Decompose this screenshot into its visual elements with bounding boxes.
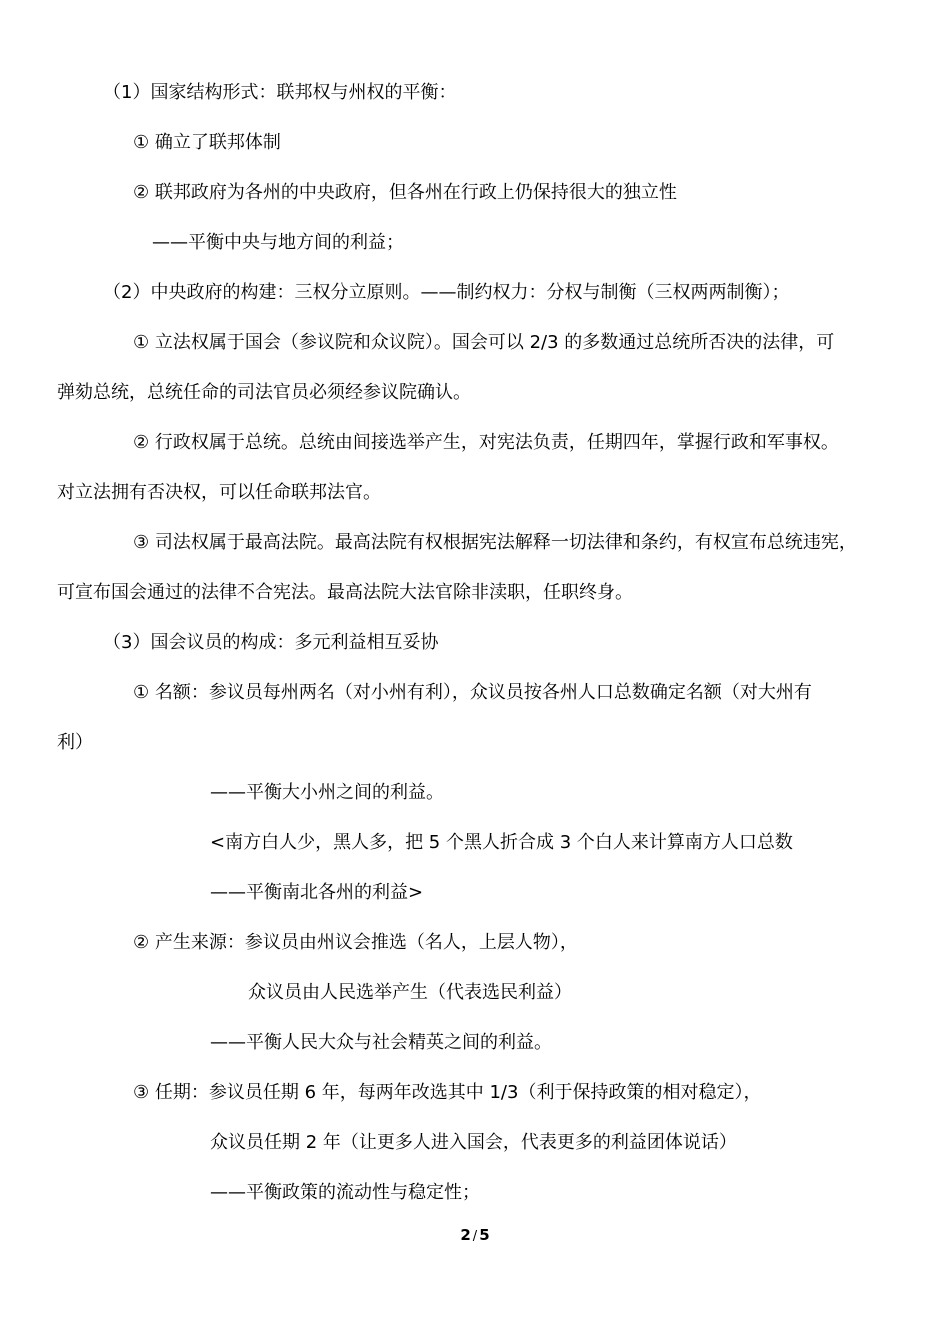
paragraph: <南方白人少，黑人多，把 5 个黑人折合成 3 个白人来计算南方人口总数	[210, 832, 793, 853]
page-total: 5	[479, 1226, 490, 1244]
paragraph: ——平衡政策的流动性与稳定性；	[210, 1182, 480, 1203]
paragraph: ② 联邦政府为各州的中央政府，但各州在行政上仍保持很大的独立性	[133, 182, 677, 203]
page-number	[0, 1224, 950, 1248]
heading-3: （3）国会议员的构成：多元利益相互妥协	[103, 632, 439, 653]
paragraph: 众议员由人民选举产生（代表选民利益）	[248, 982, 572, 1003]
paragraph: ① 名额：参议员每州两名（对小州有利），众议员按各州人口总数确定名额（对大州有	[133, 682, 812, 703]
paragraph: 弹劾总统，总统任命的司法官员必须经参议院确认。	[57, 382, 471, 403]
paragraph: ——平衡人民大众与社会精英之间的利益。	[210, 1032, 552, 1053]
paragraph: 利）	[57, 732, 93, 753]
heading-1: （1）国家结构形式：联邦权与州权的平衡：	[103, 82, 457, 103]
paragraph: ② 产生来源：参议员由州议会推选（名人，上层人物），	[133, 932, 578, 953]
paragraph: 对立法拥有否决权，可以任命联邦法官。	[57, 482, 381, 503]
paragraph: ——平衡中央与地方间的利益；	[152, 232, 404, 253]
heading-2: （2）中央政府的构建：三权分立原则。——制约权力：分权与制衡（三权两两制衡）；	[103, 282, 790, 303]
paragraph: ——平衡大小州之间的利益。	[210, 782, 444, 803]
paragraph: ① 确立了联邦体制	[133, 132, 281, 153]
paragraph: 可宣布国会通过的法律不合宪法。最高法院大法官除非渎职，任职终身。	[57, 582, 633, 603]
paragraph: ② 行政权属于总统。总统由间接选举产生，对宪法负责，任期四年，掌握行政和军事权。	[133, 432, 839, 453]
paragraph: ③ 司法权属于最高法院。最高法院有权根据宪法解释一切法律和条约，有权宣布总统违宪，	[133, 532, 857, 553]
paragraph: ① 立法权属于国会（参议院和众议院）。国会可以 2/3 的多数通过总统所否决的法律，可	[133, 332, 835, 353]
paragraph: 众议员任期 2 年（让更多人进入国会，代表更多的利益团体说话）	[210, 1132, 737, 1153]
page-current: 2	[460, 1226, 471, 1244]
paragraph: ③ 任期：参议员任期 6 年，每两年改选其中 1/3（利于保持政策的相对稳定），	[133, 1082, 762, 1103]
paragraph: ——平衡南北各州的利益>	[210, 882, 424, 903]
page-separator: /	[472, 1229, 478, 1244]
